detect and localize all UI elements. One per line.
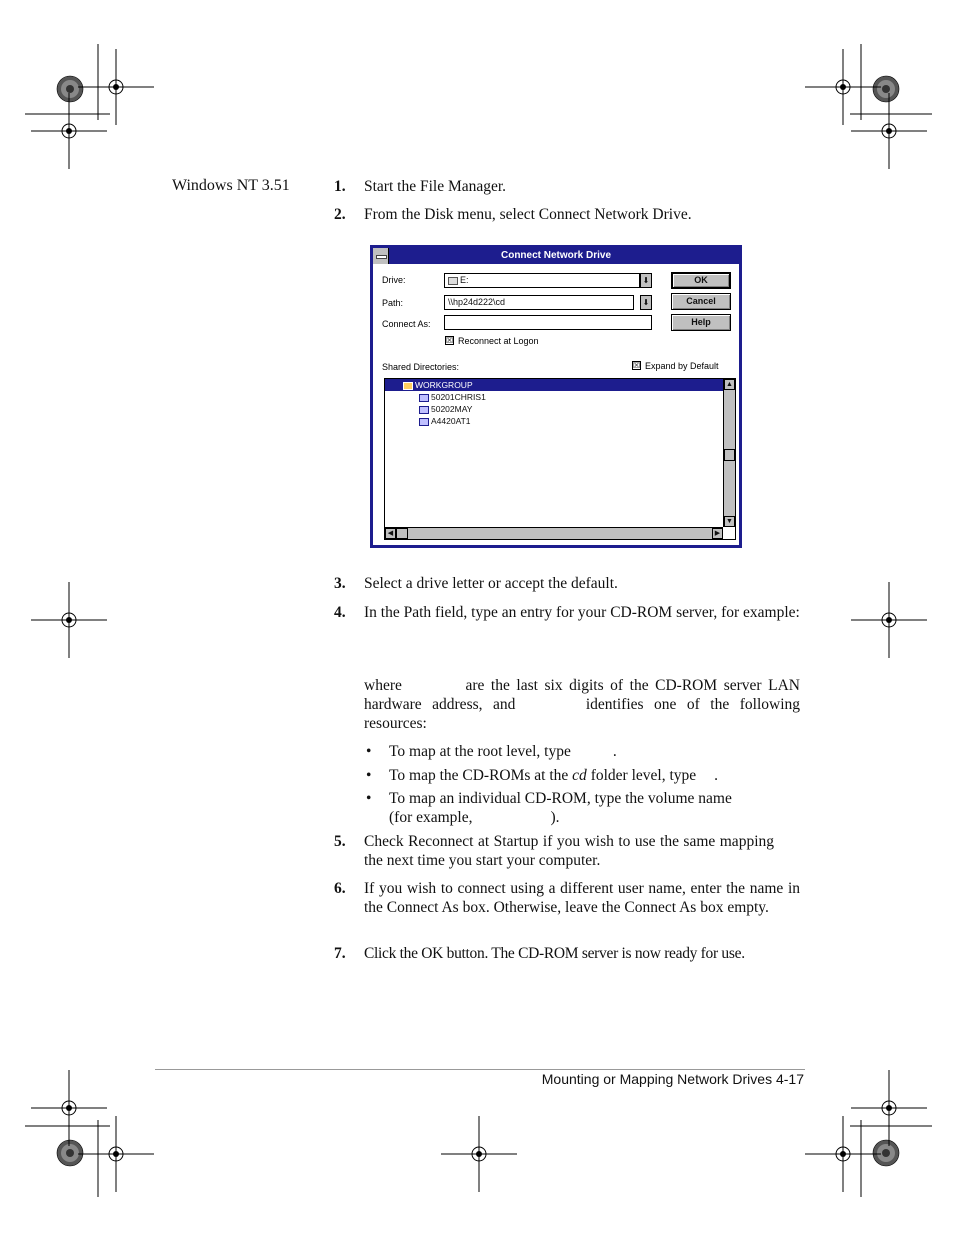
step-number: 7. xyxy=(334,945,346,962)
dialog-title: Connect Network Drive xyxy=(500,250,612,261)
drive-value: E: xyxy=(460,275,469,285)
side-heading: Windows NT 3.51 xyxy=(172,177,290,194)
computer-icon xyxy=(419,406,429,414)
scroll-right-arrow-icon[interactable]: ▶ xyxy=(712,528,723,539)
help-button[interactable]: Help xyxy=(671,314,731,331)
bullet-icon: • xyxy=(366,743,372,760)
ok-button[interactable]: OK xyxy=(671,272,731,289)
step-number: 4. xyxy=(334,604,346,621)
cancel-button[interactable]: Cancel xyxy=(671,293,731,310)
computer-icon xyxy=(419,418,429,426)
tree-item[interactable]: 50201CHRIS1 xyxy=(419,391,486,403)
connect-network-drive-dialog xyxy=(370,245,742,548)
path-input[interactable]: \\hp24d222\cd xyxy=(444,295,634,310)
tree-item-workgroup[interactable]: WORKGROUP xyxy=(385,379,723,391)
scroll-thumb[interactable] xyxy=(724,449,735,461)
step-text: If you wish to connect using a different user name, enter the name in the Connect As box. Otherwise, leave the Connect As box empty. xyxy=(364,880,800,916)
step-number: 1. xyxy=(334,178,346,195)
scroll-up-arrow-icon[interactable]: ▲ xyxy=(724,379,735,390)
step-number: 6. xyxy=(334,880,346,897)
step-number: 3. xyxy=(334,575,346,592)
path-dropdown-arrow-icon[interactable]: ⬇ xyxy=(640,295,652,310)
path-label: Path: xyxy=(382,298,404,308)
step-text: From the Disk menu, select Connect Network Drive. xyxy=(364,206,692,223)
tree-item[interactable]: 50202MAY xyxy=(419,403,472,415)
drive-dropdown-arrow-icon[interactable]: ⬇ xyxy=(640,273,652,288)
step-text: Start the File Manager. xyxy=(364,178,507,195)
drive-label: Drive: xyxy=(382,275,406,285)
scroll-left-arrow-icon[interactable]: ◀ xyxy=(385,528,396,539)
shared-directories-list[interactable] xyxy=(384,378,736,540)
dialog-title-bar xyxy=(373,248,739,264)
reconnect-label: Reconnect at Logon xyxy=(458,336,539,346)
connect-as-input[interactable] xyxy=(444,315,652,330)
expand-by-default-checkbox[interactable]: ☒ xyxy=(633,361,641,370)
expand-by-default-label: Expand by Default xyxy=(645,361,719,371)
step-text: In the Path field, type an entry for your CD-ROM server, for example: xyxy=(364,604,800,621)
step-text: Select a drive letter or accept the default. xyxy=(364,575,618,592)
footer-rule xyxy=(155,1069,805,1070)
computer-icon xyxy=(419,394,429,402)
bullet-icon: • xyxy=(366,767,372,784)
step-number: 2. xyxy=(334,206,346,223)
step-text: Click the OK button. The CD-ROM server is now ready for use. xyxy=(364,945,745,962)
page-footer: Mounting or Mapping Network Drives 4-17 xyxy=(541,1071,804,1087)
network-icon xyxy=(403,382,413,390)
drive-select[interactable] xyxy=(444,273,640,288)
step-text: Check Reconnect at Startup if you wish to use the same mapping the next time you start your computer. xyxy=(364,833,774,869)
horizontal-scrollbar[interactable] xyxy=(385,527,723,539)
vertical-scrollbar[interactable] xyxy=(723,379,735,527)
drive-icon xyxy=(448,277,458,285)
shared-directories-label: Shared Directories: xyxy=(382,362,460,372)
scroll-down-arrow-icon[interactable]: ▼ xyxy=(724,516,735,527)
reconnect-checkbox[interactable]: ☒ xyxy=(446,336,454,345)
system-menu-icon[interactable] xyxy=(373,248,389,264)
where-paragraph: where are the last six digits of the CD-ROM server LAN hardware address, and identifies one of the following resources: xyxy=(364,677,801,732)
connect-as-label: Connect As: xyxy=(382,319,431,329)
scroll-thumb[interactable] xyxy=(396,528,408,539)
bullet-icon: • xyxy=(366,790,372,807)
tree-item[interactable]: A4420AT1 xyxy=(419,415,471,427)
step-number: 5. xyxy=(334,833,346,850)
